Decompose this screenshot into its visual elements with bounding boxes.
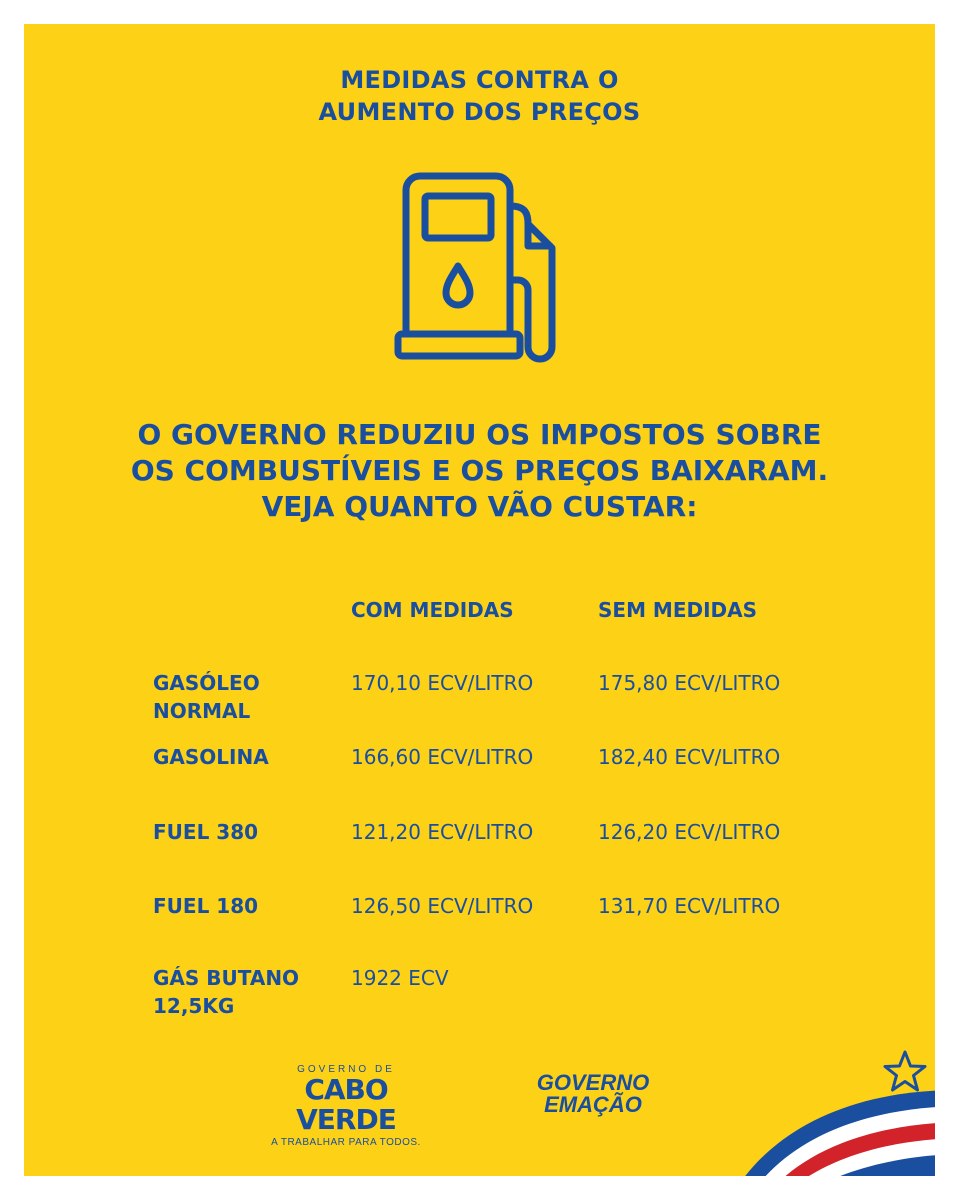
fuel-label-line-1: GÁS BUTANO <box>153 966 300 990</box>
fuel-label <box>153 818 333 846</box>
governo-cabo-verde-logo <box>251 1064 441 1148</box>
fuel-label-line-1: GASOLINA <box>153 745 269 769</box>
message-line-2: OS COMBUSTÍVEIS E OS PREÇOS BAIXARAM. <box>130 454 829 487</box>
fuel-label-line-2: NORMAL <box>153 699 251 723</box>
column-header-com-medidas: COM MEDIDAS <box>351 598 514 622</box>
fuel-label-line-1: FUEL 380 <box>153 820 259 844</box>
fuel-label-line-1: FUEL 180 <box>153 894 259 918</box>
fuel-label <box>153 669 333 725</box>
price-com-medidas: 1922 ECV <box>351 966 449 990</box>
price-com-medidas: 170,10 ECV/LITRO <box>351 671 534 695</box>
logo-tagline: A TRABALHAR PARA TODOS. <box>271 1137 421 1148</box>
flag-stripes-graphic <box>729 1070 935 1176</box>
headline <box>24 64 935 128</box>
fuel-label <box>153 892 333 920</box>
price-com-medidas: 121,20 ECV/LITRO <box>351 820 534 844</box>
price-sem-medidas: 126,20 ECV/LITRO <box>598 820 781 844</box>
logo-small-text: GOVERNO DE <box>297 1064 395 1075</box>
fuel-label-line-1: GASÓLEO <box>153 671 260 695</box>
fuel-label <box>153 743 333 771</box>
main-message <box>24 417 935 525</box>
logo-line-1: GOVERNO <box>536 1070 650 1095</box>
price-sem-medidas: 131,70 ECV/LITRO <box>598 894 781 918</box>
price-com-medidas: 166,60 ECV/LITRO <box>351 745 534 769</box>
logo-main-text: CABO VERDE <box>296 1073 396 1136</box>
headline-line-1: MEDIDAS CONTRA O <box>340 66 619 94</box>
message-line-3: VEJA QUANTO VÃO CUSTAR: <box>261 490 698 523</box>
fuel-label <box>153 964 333 1020</box>
headline-line-2: AUMENTO DOS PREÇOS <box>318 98 641 126</box>
fuel-label-line-2: 12,5KG <box>153 994 235 1018</box>
price-com-medidas: 126,50 ECV/LITRO <box>351 894 534 918</box>
price-sem-medidas: 182,40 ECV/LITRO <box>598 745 781 769</box>
governo-emacao-logo <box>518 1072 668 1116</box>
logo-line-2: EMAÇÃO <box>544 1092 642 1117</box>
fuel-pump-icon <box>394 172 570 372</box>
message-line-1: O GOVERNO REDUZIU OS IMPOSTOS SOBRE <box>137 418 822 451</box>
poster <box>24 24 935 1176</box>
price-sem-medidas: 175,80 ECV/LITRO <box>598 671 781 695</box>
column-header-sem-medidas: SEM MEDIDAS <box>598 598 758 622</box>
